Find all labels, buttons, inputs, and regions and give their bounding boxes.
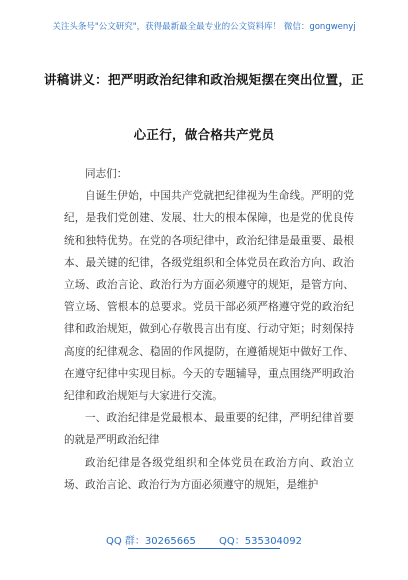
header-note: 关注头条号"公文研究"，获得最新最全最专业的公文资料库！ 微信：gongwenyj [52, 22, 356, 32]
footer-qq: QQ：535304092 [219, 536, 303, 547]
body-paragraph: 政治纪律是各级党组织和全体党员在政治方向、政治立场、政治言论、政治行为方面必须遵守的规矩，是维护 [64, 456, 354, 491]
footer-rule [128, 548, 280, 549]
footer-qq-group: QQ 群：30265665 [105, 536, 196, 547]
document-body [64, 163, 354, 496]
footer [0, 532, 408, 547]
salutation: 同志们： [85, 168, 128, 180]
section-heading: 一、政治纪律是党最根本、最重要的纪律，严明纪律首要的就是严明政治纪律 [64, 412, 354, 447]
document-title-line-2: 心正行，做合格共产党员 [133, 127, 275, 142]
body-paragraph: 自诞生伊始，中国共产党就把纪律视为生命线。严明的党纪，是我们党创建、发展、壮大的根本保障，也是党的优良传统和独特优势。在党的各项纪律中，政治纪律是最重要、最根本、最关键的纪律，各级党组织和全体党员在政治方向、政治立场、政治言论、政治行为方面必须遵守的规矩，是管方向、管立场、管根本的总要求。党员干部必须严格遵守党的政治纪律和政治规矩，做到心存敬畏言出有度、行动守矩；时刻保持高度的纪律观念、稳固的作风提防，在遵循规矩中做好工作、在遵守纪律中实现目标。今天的专题辅导，重点围绕严明政治纪律和政治规矩与大家进行交流。 [64, 190, 354, 403]
document-title-line-1: 讲稿讲义：把严明政治纪律和政治规矩摆在突出位置，正 [43, 72, 364, 87]
